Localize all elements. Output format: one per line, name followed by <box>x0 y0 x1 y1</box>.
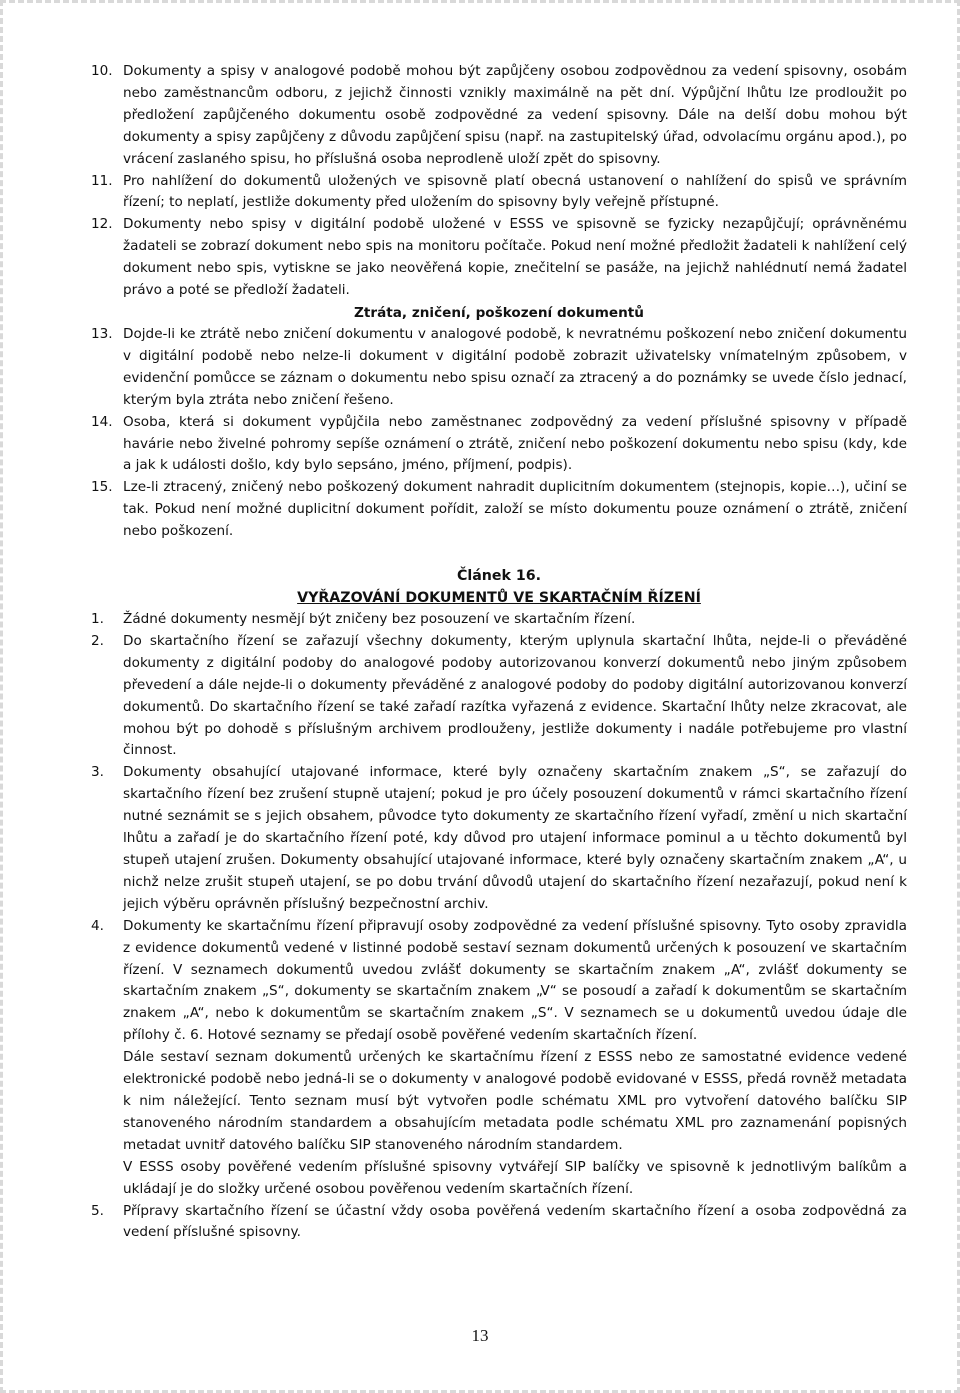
list-item <box>91 214 907 302</box>
list-item <box>91 631 907 762</box>
list-item <box>91 477 907 543</box>
list-item <box>91 61 907 171</box>
item-number: 13. <box>91 325 113 342</box>
item-text: Dokumenty ke skartačnímu řízení připravují osoby zodpovědné za vedení příslušné spisovny. Tyto osoby zpravidla z evidence dokumentů vedené v listinné podobě sestaví seznam dokumentů určených k posouzení ve skartačním řízení. V seznamech dokumentů uvedou zvlášť dokumenty se skartačním znakem „A“, zvlášť dokumenty se skartačním znakem „S“, dokumenty se skartačním znakem „V“ se posoudí a zařadí k dokumentům se skartačním znakem „A“, nebo k dokumentům se skartačním znakem „S“. V seznamech se u dokumentů uvedou údaje dle přílohy č. 6. Hotové seznamy se předají osobě pověřené vedením skartačních řízení. <box>123 917 907 1044</box>
page-number: 13 <box>471 1326 489 1345</box>
item-number: 15. <box>91 479 113 496</box>
item-text: Žádné dokumenty nesmějí být zničeny bez posouzení ve skartačním řízení. <box>123 611 636 628</box>
item-number: 10. <box>91 63 113 79</box>
item-number: 11. <box>91 172 113 189</box>
item-text: Přípravy skartačního řízení se účastní vždy osoba pověřená vedením skartačního řízení a osoba zodpovědná za vedení příslušné spisovny. <box>123 1202 907 1241</box>
item-text: Osoba, která si dokument vypůjčila nebo zaměstnanec zodpovědný za vedení příslušné spisovny v případě havárie nebo živelné pohromy sepíše oznámení o ztrátě, zničení nebo poškození dokumentu nebo spisu (kdy, kde a jak k události došlo, kdy bylo sepsáno, jméno, příjmení, podpis). <box>123 413 907 474</box>
list-item <box>91 1201 907 1245</box>
item-number: 5. <box>91 1202 104 1219</box>
item-paragraph: V ESSS osoby pověřené vedením příslušné spisovny vytvářejí SIP balíčky ve spisovně k jednotlivým balíkům a ukládají je do složky určené osobou pověřenou vedením skartačních řízení. <box>123 1158 907 1197</box>
item-paragraph: Dále sestaví seznam dokumentů určených ke skartačnímu řízení z ESSS nebo ze samostatné evidence vedené elektronické podobě nebo jedná-li se o dokumenty v analogové podobě evidované v ESSS, předá rovněž metadata k nim náležející. Tento seznam musí být vytvořen podle schématu XML pro vytvoření datového balíčku SIP stanoveného národním standardem a obsahujícím metadata podle schématu XML pro zaznamenání popisných metadat uvnitř datového balíčku SIP stanoveného národním standardem. <box>123 1049 907 1153</box>
list-item <box>91 324 907 412</box>
article-subtitle: VYŘAZOVÁNÍ DOKUMENTŮ VE SKARTAČNÍM ŘÍZENÍ <box>297 590 701 607</box>
item-text: Dokumenty a spisy v analogové podobě mohou být zapůjčeny osobou zodpovědnou za vedení spisovny, osobám nebo zaměstnancům odboru, z jejichž činnosti vznikly maximálně na pět dní. Výpůjční lhůtu lze prodloužit po předložení zapůjčeného dokumentu osobě zodpovědné za vedení spisovny. Dále na delší dobu mohou být dokumenty a spisy zapůjčeny z důvodu zapůjčení spisu (např. na zastupitelský úřad, odvolacímu orgánu apod.), po vrácení zaslaného spisu, ho příslušná osoba neprodleně uloží zpět do spisovny. <box>123 63 907 167</box>
list-item <box>91 171 907 215</box>
item-text: Dokumenty obsahující utajované informace, které byly označeny skartačním znakem „S“, se zařazují do skartačního řízení bez zrušení stupně utajení; pokud je pro účely posouzení dokumentů v rámci skartačního řízení nutné seznámit se s jejich obsahem, původce tyto dokumenty ze skartačního řízení vyřadí, změní u nich skartační lhůtu a zařadí je do skartačního řízení poté, kdy důvod pro utajení informace pominul a u těchto dokumentů byl stupeň utajení zrušen. Dokumenty obsahující utajované informace, které byly označeny skartačním znakem „A“, u nichž nelze zrušit stupeň utajení, se po dobu trvání důvodů utajení do skartačního řízení nezařazují, pokud není k jejich výběru oprávněn příslušný bezpečnostní archiv. <box>123 764 907 912</box>
item-number: 3. <box>91 764 104 781</box>
page-content <box>91 61 907 1244</box>
item-text: Do skartačního řízení se zařazují všechny dokumenty, kterým uplynula skartační lhůta, nejde-li o převáděné dokumenty z digitální podoby do analogové podoby autorizovanou konverzí dokumentů nebo jiným způsobem převedení a dále nejde-li o dokumenty převáděné z analogové podoby do podoby digitální autorizovanou konverzí dokumentů. Do skartačního řízení se také zařadí razítka vyřazená z evidence. Skartační lhůty nelze zkracovat, ale mohou být po dohodě s příslušným archivem prodlouženy, jestliže dokumenty i nadále potřebujeme pro vlastní činnost. <box>123 632 907 759</box>
list-item <box>91 916 907 1201</box>
article-title: Článek 16. <box>456 568 542 585</box>
item-text: Dojde-li ke ztrátě nebo zničení dokumentu v analogové podobě, k nevratnému poškození nebo zničení dokumentu v digitální podobě nebo nelze-li dokument v digitální podobě zobrazit uživatelsky vnímatelným způsobem, v evidenční pomůcce se záznam o dokumentu nebo spisu označí za ztracený a do poznámky se uvede číslo jednací, kterým byla ztráta nebo zničení řešeno. <box>123 325 907 408</box>
list-item <box>91 762 907 915</box>
list-item <box>91 609 907 631</box>
item-number: 4. <box>91 917 104 934</box>
item-number: 14. <box>91 413 113 430</box>
item-text: Pro nahlížení do dokumentů uložených ve spisovně platí obecná ustanovení o nahlížení do spisů ve správním řízení; to neplatí, jestliže dokumenty před uložením do spisovny byly veřejně přístupné. <box>123 172 907 211</box>
item-text: Dokumenty nebo spisy v digitální podobě uložené v ESSS ve spisovně se fyzicky nezapůjčují; oprávněnému žadateli se zobrazí dokument nebo spis na monitoru počítače. Pokud není možné předložit žadateli k nahlížení celý dokument nebo spis, vytiskne se jako neověřená kopie, znečitelní se pasáže, na jejichž nahlédnutí nemá žadatel právo a poté se předloží žadateli. <box>123 216 907 299</box>
item-number: 1. <box>91 611 104 628</box>
section-heading: Ztráta, zničení, poškození dokumentů <box>354 304 644 321</box>
item-text: Lze-li ztracený, zničený nebo poškozený dokument nahradit duplicitním dokumentem (stejnopis, kopie…), učiní se tak. Pokud není možné duplicitní dokument pořídit, založí se místo dokumentu pouze oznámení o ztrátě, zničení nebo poškození. <box>123 479 907 540</box>
item-number: 12. <box>91 216 113 233</box>
item-number: 2. <box>91 632 104 649</box>
list-item <box>91 412 907 478</box>
